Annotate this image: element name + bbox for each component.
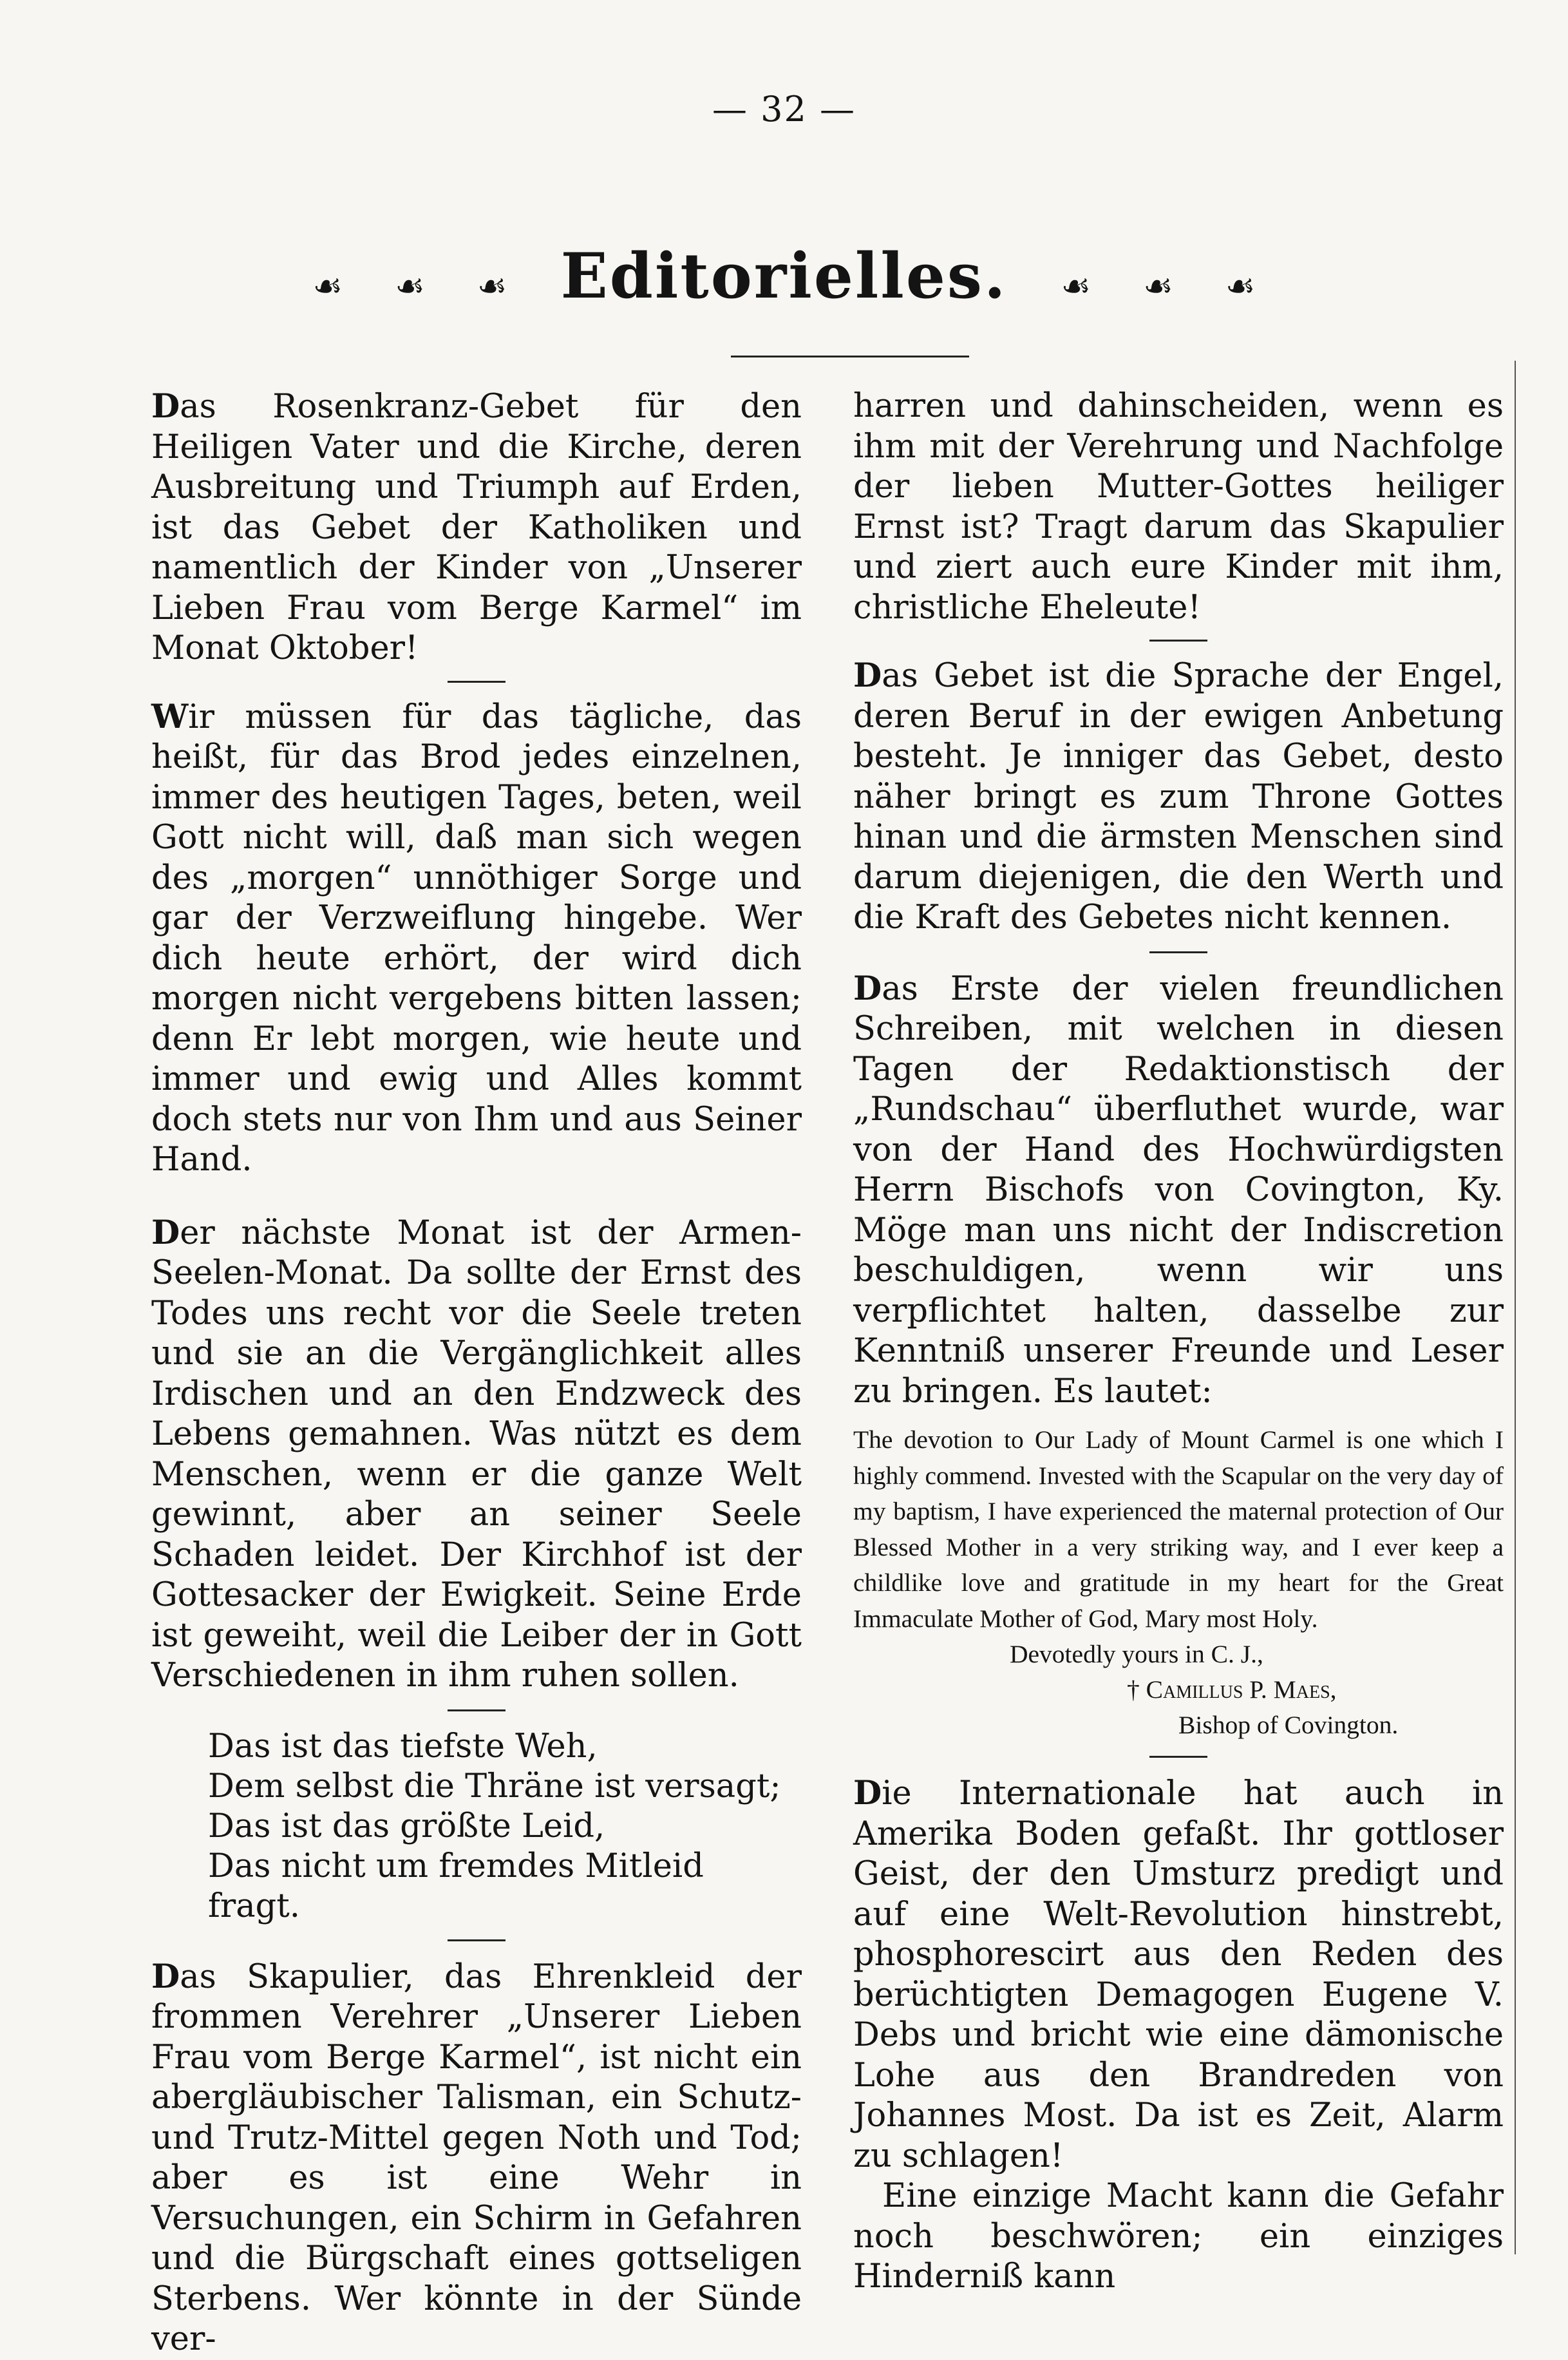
separator-rule xyxy=(1149,1756,1207,1758)
left-column xyxy=(151,386,802,2360)
signature-block xyxy=(853,1637,1504,1743)
section-title: Editorielles. xyxy=(560,240,1008,312)
heading-rule xyxy=(731,356,969,357)
paragraph-scapular: Das Skapulier, das Ehrenkleid der frommen Verehrer „Unserer Lieben Frau vom Berge Karmel“, ist nicht ein abergläubischer Talisman, ein Schutz- und Trutz-Mittel gegen Noth und Tod; aber es ist eine Wehr in Versuchungen, ein Schirm in Gefahren und die Bürgschaft eines gottseligen Sterbens. Wer könnte in der Sünde ver- xyxy=(151,1957,802,2358)
fleuron-icon: ☙ xyxy=(1143,267,1173,306)
fleuron-icon: ☙ xyxy=(1225,267,1256,306)
fleuron-icon: ☙ xyxy=(312,267,343,306)
separator-rule xyxy=(1149,951,1207,953)
fleuron-icon: ☙ xyxy=(395,267,425,306)
english-letter-quote: The devotion to Our Lady of Mount Carmel is one which I highly commend. Invested with the Scapular on the very day of my baptism, I have experienced the maternal protection of Our Blessed Mother in a very striking way, and I ever keep a childlike love and gratitude in my heart for the Great Immaculate Mother of God, Mary most Holy. xyxy=(853,1425,1504,1633)
verse-line: Das ist das tiefste Weh, xyxy=(208,1727,598,1765)
paragraph-continued: harren und dahinscheiden, wenn es ihm mit der Verehrung und Nachfolge der lieben Mutter-Gottes heiliger Ernst ist? Tragt darum das Skapulier und ziert auch eure Kinder mit ihm, christliche Eheleute! xyxy=(853,387,1504,627)
signature-name: † Camillus P. Maes, xyxy=(1127,1675,1337,1704)
separator-rule xyxy=(1149,640,1207,642)
paragraph-rosary: Das Rosenkranz-Gebet für den Heiligen Vater und die Kirche, deren Ausbreitung und Triumph auf Erden, ist das Gebet der Katholiken und namentlich der Kinder von „Unserer Lieben Frau vom Berge Karmel“ im Monat Oktober! xyxy=(151,387,802,667)
signature-closing: Devotedly yours in C. J., xyxy=(1010,1640,1263,1668)
separator-rule xyxy=(448,1939,505,1941)
right-column xyxy=(853,386,1504,2298)
verse-line: Das nicht um fremdes Mitleid fragt. xyxy=(208,1847,704,1925)
verse-line: Dem selbst die Thräne ist versagt; xyxy=(208,1767,781,1805)
fleuron-icon: ☙ xyxy=(477,267,507,306)
paragraph-daily-bread: Wir müssen für das tägliche, das heißt, für das Brod jedes einzelnen, immer des heutigen Tages, beten, weil Gott nicht will, daß man sich wegen des „morgen“ unnöthiger Sorge und gar der Verzweiflung hingebe. Wer dich heute erhört, der wird dich morgen nicht vergebens bitten lassen; denn Er lebt morgen, wie heute und immer und ewig und Alles kommt doch stets nur von Ihm und aus Seiner Hand. xyxy=(151,697,802,1179)
paragraph-single-power: Eine einzige Macht kann die Gefahr noch beschwören; ein einziges Hinderniß kann xyxy=(853,2177,1504,2296)
paragraph-prayer: Das Gebet ist die Sprache der Engel, deren Beruf in der ewigen Anbetung besteht. Je inniger das Gebet, desto näher bringt es zum Throne Gottes hinan und die ärmsten Menschen sind darum diejenigen, die den Werth und die Kraft des Gebetes nicht kennen. xyxy=(853,656,1504,937)
separator-rule xyxy=(448,681,505,683)
paragraph-first-letter: Das Erste der vielen freundlichen Schreiben, mit welchen in diesen Tagen der Redaktionstisch der „Rundschau“ überfluthet wurde, war von der Hand des Hochwürdigsten Herrn Bischofs von Covington, Ky. Möge man uns nicht der Indiscretion beschuldigen, wenn wir uns verpflichtet halten, dasselbe zur Kenntniß unserer Freunde und Leser zu bringen. Es lautet: xyxy=(853,969,1504,1411)
separator-rule xyxy=(448,1709,505,1711)
column-margin-line xyxy=(1515,361,1516,2254)
paragraph-souls-month: Der nächste Monat ist der Armen-Seelen-Monat. Da sollte der Ernst des Todes uns recht vor die Seele treten und sie an die Vergänglichkeit alles Irdischen und an den Endzweck des Lebens gemahnen. Was nützt es dem Menschen, wenn er die ganze Welt gewinnt, aber an seiner Seele Schaden leidet. Der Kirchhof ist der Gottesacker der Ewigkeit. Seine Erde ist geweiht, weil die Leiber der in Gott Verschiedenen in ihm ruhen sollen. xyxy=(151,1213,802,1695)
section-heading xyxy=(0,240,1568,312)
verse-line: Das ist das größte Leid, xyxy=(208,1807,605,1845)
paragraph-internationale: Die Internationale hat auch in Amerika Boden gefaßt. Ihr gottloser Geist, der den Umsturz predigt und auf eine Welt-Revolution hinstrebt, phosphorescirt aus den Reden des berüchtigten Demagogen Eugene V. Debs und bricht wie eine dämonische Lohe aus den Brandreden von Johannes Most. Da ist es Zeit, Alarm zu schlagen! xyxy=(853,1774,1504,2175)
signature-title: Bishop of Covington. xyxy=(1178,1711,1399,1739)
verse-block xyxy=(151,1727,802,1927)
fleuron-icon: ☙ xyxy=(1061,267,1091,306)
page-number: — 32 — xyxy=(712,89,856,129)
